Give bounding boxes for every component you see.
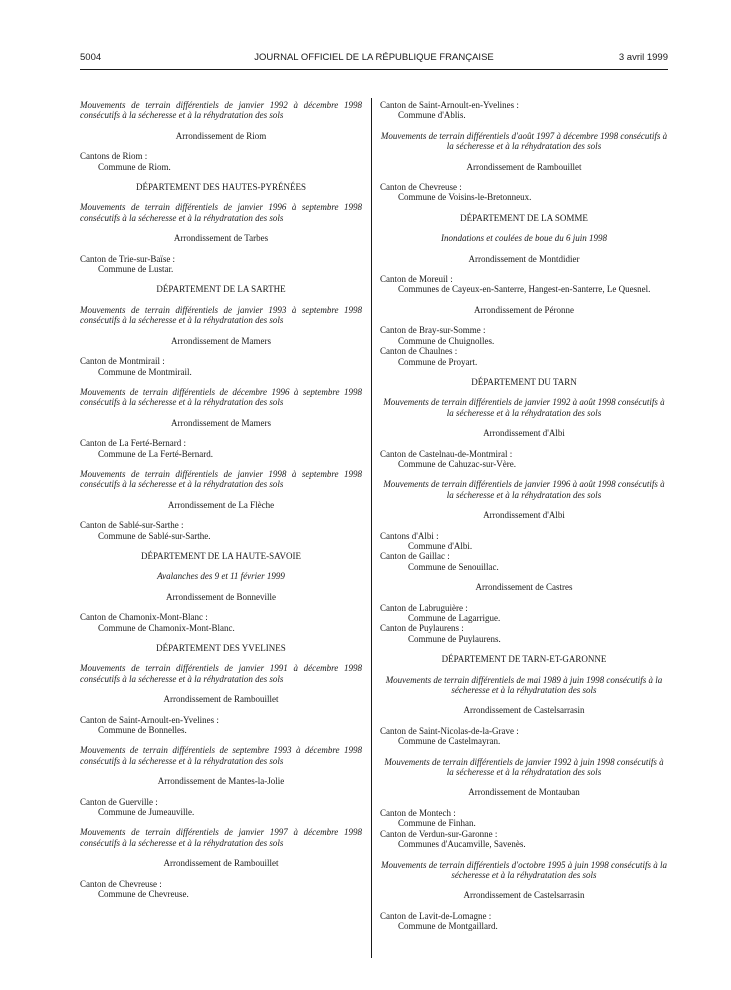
journal-title: JOURNAL OFFICIEL DE LA RÉPUBLIQUE FRANÇAISE	[254, 52, 494, 63]
commune-line: Commune de Chevreuse.	[98, 889, 189, 900]
spacer	[80, 192, 362, 202]
spacer	[380, 469, 668, 479]
spacer	[80, 817, 362, 827]
section-heading: Arrondissement d'Albi	[483, 510, 565, 521]
section-heading: Arrondissement de Riom	[175, 130, 267, 141]
spacer	[380, 593, 668, 603]
section-heading: Arrondissement de Mamers	[171, 417, 271, 428]
section-heading: Arrondissement de Montauban	[468, 787, 580, 798]
commune-line: Communes de Cayeux-en-Santerre, Hangest-en-Santerre, Le Quesnel.	[398, 284, 651, 295]
section-heading: DÉPARTEMENT DE LA SOMME	[460, 212, 588, 223]
header-rule	[80, 69, 668, 70]
spacer	[380, 747, 668, 757]
section-heading: DÉPARTEMENT DE LA HAUTE-SAVOIE	[140, 550, 302, 561]
spacer	[380, 223, 668, 233]
spacer	[380, 798, 668, 808]
left-column	[80, 100, 362, 900]
spacer	[380, 665, 668, 675]
spacer	[380, 264, 668, 274]
commune-line: Commune de Lagarrigue.	[408, 613, 501, 623]
spacer	[80, 848, 362, 858]
section-heading: Arrondissement de Bonneville	[166, 591, 276, 602]
canton-line: Canton de Saint-Nicolas-de-la-Grave :	[380, 725, 519, 736]
spacer	[80, 326, 362, 336]
spacer	[380, 203, 668, 213]
canton-line: Canton de Trie-sur-Baïse :	[80, 253, 176, 264]
canton-line: Canton de La Ferté-Bernard :	[80, 438, 186, 449]
commune-line: Commune de Proyart.	[398, 356, 478, 367]
commune-line: Commune de Voisins-le-Bretonneux.	[398, 192, 532, 203]
spacer	[380, 387, 668, 397]
spacer	[380, 152, 668, 162]
spacer	[380, 418, 668, 428]
section-heading: Arrondissement de Rambouillet	[466, 161, 582, 172]
event-description: Mouvements de terrain différentiels de janvier 1997 à décembre 1998 consécutifs à la sécheresse et à la réhydratation des sols	[80, 827, 362, 848]
canton-line: Canton de Guerville :	[80, 796, 158, 807]
spacer	[80, 172, 362, 182]
spacer	[80, 766, 362, 776]
spacer	[380, 521, 668, 531]
section-heading: Arrondissement de La Flèche	[167, 499, 275, 510]
spacer	[380, 121, 668, 131]
spacer	[380, 850, 668, 860]
commune-line: Communes d'Aucamville, Savenès.	[398, 839, 526, 850]
spacer	[80, 787, 362, 797]
spacer	[380, 500, 668, 510]
canton-line: Canton de Saint-Arnoult-en-Yvelines :	[380, 100, 519, 110]
spacer	[80, 653, 362, 663]
canton-line: Cantons d'Albi :	[380, 530, 439, 541]
commune-line: Commune de Riom.	[98, 161, 171, 172]
spacer	[80, 561, 362, 571]
commune-line: Commune de Finhan.	[398, 818, 476, 829]
spacer	[80, 223, 362, 233]
event-description: Mouvements de terrain différentiels de janvier 1992 à juin 1998 consécutifs à la sécheresse et à la réhydratation des sols	[384, 756, 664, 778]
spacer	[80, 490, 362, 500]
spacer	[80, 459, 362, 469]
event-description: Mouvements de terrain différentiels de janvier 1996 à septembre 1998 consécutifs à la sécheresse et à la réhydratation des sols	[80, 202, 362, 223]
spacer	[380, 295, 668, 305]
column-divider	[371, 98, 372, 958]
canton-line: Canton de Chamonix-Mont-Blanc :	[80, 612, 208, 623]
event-description: Mouvements de terrain différentiels de janvier 1992 à août 1998 consécutifs à la sécheresse et à la réhydratation des sols	[383, 397, 665, 418]
issue-date: 3 avril 1999	[618, 52, 668, 63]
commune-line: Commune de Castelmayran.	[398, 736, 501, 747]
page-header	[80, 52, 668, 66]
section-heading: Arrondissement de Péronne	[474, 304, 574, 315]
event-description: Mouvements de terrain différentiels de septembre 1993 à décembre 1998 consécutifs à la sécheresse et à la réhydratation des sols	[80, 745, 362, 766]
spacer	[80, 428, 362, 438]
canton-line: Canton de Chevreuse :	[380, 182, 462, 193]
canton-line: Canton de Lavit-de-Lomagne :	[380, 910, 492, 921]
spacer	[80, 633, 362, 643]
commune-line: Commune de Puylaurens.	[408, 633, 501, 644]
commune-line: Commune d'Ablis.	[398, 110, 466, 121]
commune-line: Commune de Cahuzac-sur-Vère.	[398, 458, 517, 469]
commune-line: Commune de Montmirail.	[98, 366, 192, 377]
canton-line: Canton de Labruguière :	[380, 602, 468, 613]
section-heading: DÉPARTEMENT DES YVELINES	[156, 643, 286, 653]
section-heading: Arrondissement de Castelsarrasin	[463, 705, 585, 716]
event-description: Mouvements de terrain différentiels de janvier 1993 à septembre 1998 consécutifs à la sécheresse et à la réhydratation des sols	[80, 304, 362, 326]
section-heading: Arrondissement de Castelsarrasin	[463, 890, 585, 901]
commune-line: Commune de Chamonix-Mont-Blanc.	[98, 622, 235, 633]
spacer	[80, 582, 362, 592]
spacer	[80, 684, 362, 694]
section-heading: DÉPARTEMENT DES HAUTES-PYRÉNÉES	[136, 182, 306, 193]
commune-line: Commune de Sablé-sur-Sarthe.	[98, 530, 211, 541]
section-heading: Arrondissement de Mamers	[171, 335, 271, 346]
spacer	[380, 901, 668, 911]
section-heading: Arrondissement de Montdidier	[468, 253, 580, 264]
canton-line: Canton de Gaillac :	[380, 551, 450, 562]
canton-line: Canton de Chaulnes :	[380, 346, 458, 357]
canton-line: Canton de Moreuil :	[380, 274, 453, 285]
event-description: Inondations et coulées de boue du 6 juin 1998	[441, 233, 607, 244]
section-heading: Arrondissement d'Albi	[483, 428, 565, 439]
spacer	[80, 377, 362, 387]
event-description: Mouvements de terrain différentiels de janvier 1996 à août 1998 consécutifs à la sécheresse et à la réhydratation des sols	[383, 479, 665, 500]
spacer	[80, 602, 362, 612]
commune-line: Commune de Lustar.	[98, 264, 174, 275]
event-description: Mouvements de terrain différentiels de mai 1989 à juin 1998 consécutifs à la sécheresse et à la réhydratation des sols	[385, 674, 663, 696]
event-description: Mouvements de terrain différentiels de janvier 1998 à septembre 1998 consécutifs à la sécheresse et à la réhydratation des sols	[80, 468, 362, 490]
canton-line: Canton de Puylaurens :	[380, 623, 464, 634]
spacer	[80, 295, 362, 305]
spacer	[80, 346, 362, 356]
commune-line: Commune de Montgaillard.	[398, 921, 498, 932]
spacer	[80, 408, 362, 418]
commune-line: Commune de Senouillac.	[408, 561, 499, 572]
canton-line: Canton de Chevreuse :	[80, 878, 162, 889]
canton-line: Canton de Verdun-sur-Garonne :	[380, 828, 498, 839]
canton-line: Cantons de Riom :	[80, 151, 148, 162]
event-description: Avalanches des 9 et 11 février 1999	[157, 571, 285, 582]
spacer	[380, 315, 668, 325]
spacer	[80, 274, 362, 284]
spacer	[80, 141, 362, 151]
commune-line: Commune de Bonnelles.	[98, 725, 187, 736]
commune-line: Commune de Chuignolles.	[398, 335, 495, 346]
spacer	[380, 777, 668, 787]
spacer	[80, 541, 362, 551]
event-description: Mouvements de terrain différentiels de décembre 1996 à septembre 1998 consécutifs à la sécheresse et à la réhydratation des sols	[80, 386, 362, 408]
section-heading: Arrondissement de Mantes-la-Jolie	[157, 776, 285, 787]
commune-line: Commune de La Ferté-Bernard.	[98, 448, 213, 459]
spacer	[380, 572, 668, 582]
spacer	[380, 244, 668, 254]
commune-line: Commune de Jumeauville.	[98, 807, 195, 818]
canton-line: Canton de Bray-sur-Somme :	[380, 325, 486, 336]
event-description: Mouvements de terrain différentiels de janvier 1992 à décembre 1998 consécutifs à la sécheresse et à la réhydratation des sols	[80, 100, 362, 121]
canton-line: Canton de Montmirail :	[80, 356, 165, 367]
commune-line: Commune d'Albi.	[408, 540, 473, 551]
canton-line: Canton de Saint-Arnoult-en-Yvelines :	[80, 714, 219, 725]
canton-line: Canton de Castelnau-de-Montmiral :	[380, 448, 513, 459]
spacer	[80, 244, 362, 254]
spacer	[380, 695, 668, 705]
spacer	[380, 644, 668, 654]
spacer	[80, 735, 362, 745]
spacer	[380, 716, 668, 726]
event-description: Mouvements de terrain différentiels de janvier 1991 à décembre 1998 consécutifs à la sécheresse et à la réhydratation des sols	[80, 663, 362, 684]
section-heading: DÉPARTEMENT DU TARN	[471, 376, 577, 387]
canton-line: Canton de Montech :	[380, 807, 456, 818]
section-heading: DÉPARTEMENT DE LA SARTHE	[156, 284, 286, 295]
section-heading: Arrondissement de Rambouillet	[163, 858, 279, 869]
section-heading: Arrondissement de Castres	[475, 582, 573, 593]
section-heading: DÉPARTEMENT DE TARN-ET-GARONNE	[441, 654, 607, 665]
spacer	[380, 172, 668, 182]
spacer	[380, 880, 668, 890]
spacer	[80, 705, 362, 715]
spacer	[80, 510, 362, 520]
canton-line: Canton de Sablé-sur-Sarthe :	[80, 520, 184, 531]
spacer	[380, 439, 668, 449]
spacer	[80, 869, 362, 879]
event-description: Mouvements de terrain différentiels d'octobre 1995 à juin 1998 consécutifs à la sécheresse et à la réhydratation des sols	[381, 859, 667, 880]
event-description: Mouvements de terrain différentiels d'août 1997 à décembre 1998 consécutifs à la sécheresse et à la réhydratation des sols	[380, 130, 668, 152]
page-number: 5004	[80, 52, 102, 63]
spacer	[80, 121, 362, 131]
section-heading: Arrondissement de Rambouillet	[163, 694, 279, 705]
section-heading: Arrondissement de Tarbes	[173, 233, 269, 244]
right-column	[380, 100, 668, 932]
spacer	[380, 367, 668, 377]
